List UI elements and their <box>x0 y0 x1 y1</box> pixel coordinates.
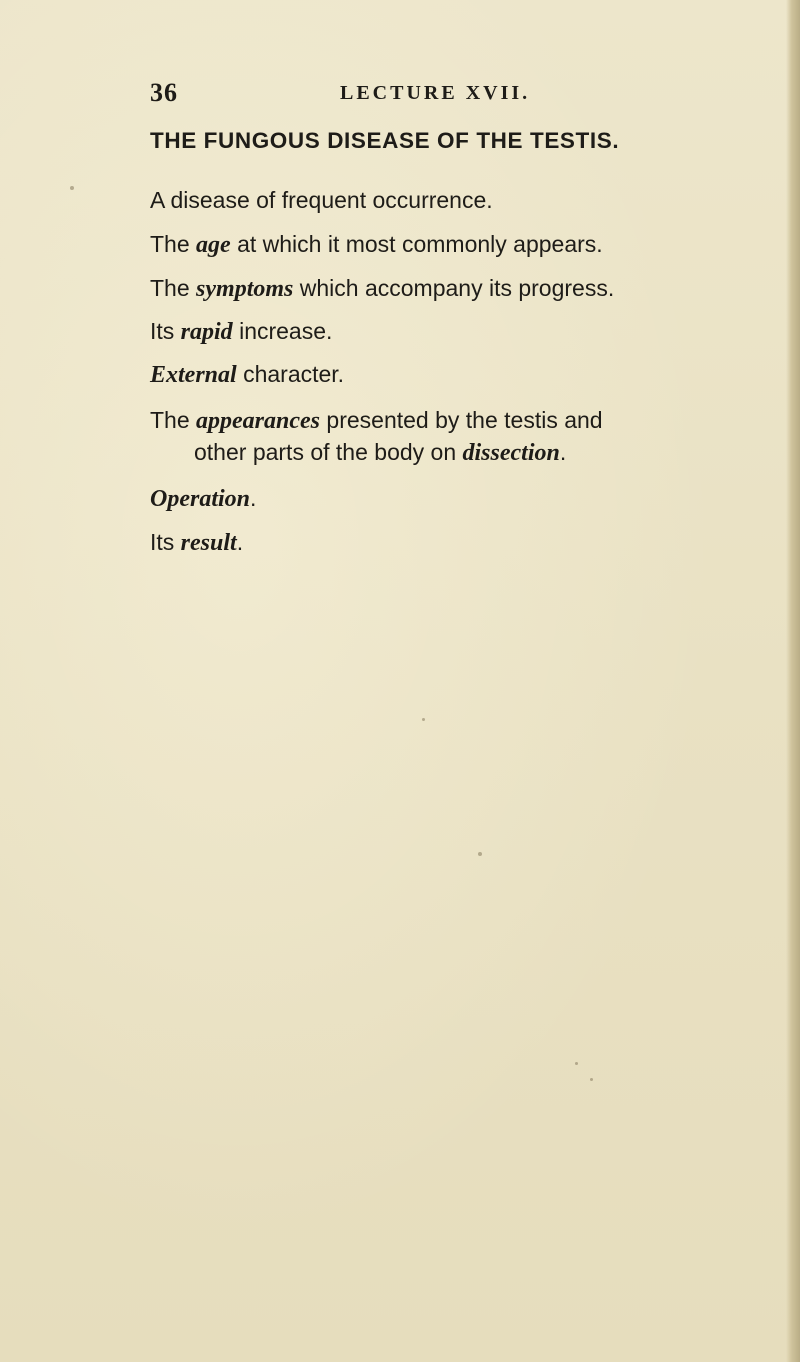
page-edge-shadow <box>786 0 800 1362</box>
topic-line: Its result. <box>150 529 244 556</box>
paper-speck <box>575 1062 578 1065</box>
paper-speck <box>70 186 74 190</box>
topic-line: Its rapid increase. <box>150 318 333 345</box>
topic-line: A disease of frequent occurrence. <box>150 187 493 213</box>
paper-speck <box>590 1078 593 1081</box>
running-head: LECTURE XVII. <box>340 82 531 104</box>
topic-line-continuation: other parts of the body on dissection. <box>194 439 567 466</box>
paper-speck <box>422 718 425 721</box>
page-header <box>150 78 750 118</box>
page-number: 36 <box>150 78 178 107</box>
paper-speck <box>478 852 482 856</box>
topic-line: The appearances presented by the testis and <box>150 407 603 434</box>
topic-line: The symptoms which accompany its progress. <box>150 275 615 302</box>
section-title: THE FUNGOUS DISEASE OF THE TESTIS. <box>150 128 620 153</box>
topic-line: External character. <box>150 361 345 388</box>
topic-line: Operation. <box>150 485 257 512</box>
topic-line: The age at which it most commonly appears. <box>150 231 603 258</box>
